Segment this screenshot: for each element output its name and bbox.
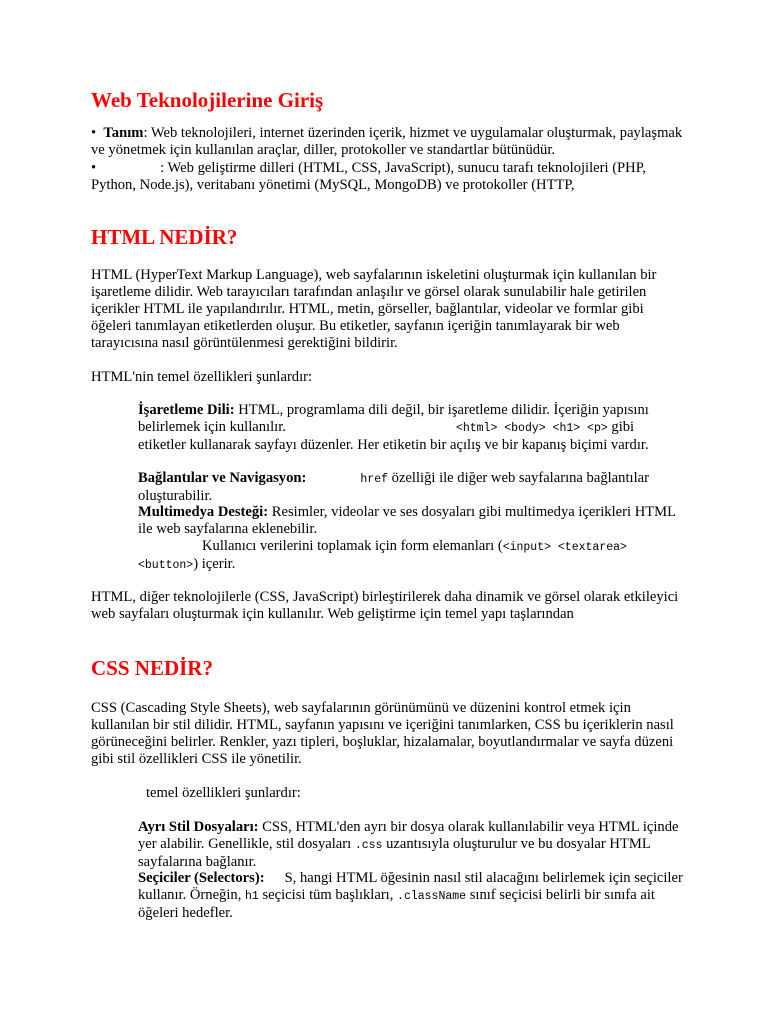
html-features-intro: HTML'nin temel özellikleri şunlardır: xyxy=(91,369,313,385)
bullet-icon: • xyxy=(91,160,97,176)
bullet-components xyxy=(91,160,651,194)
heading-web-technologies: Web Teknolojilerine Giriş xyxy=(91,88,324,112)
code-input-textarea: <input> <textarea> xyxy=(502,541,627,554)
html-summary-paragraph: HTML, diğer teknolojilerle (CSS, JavaScript) birleştirilerek daha dinamik ve görsel olarak etkileyici web sayfaları oluşturmak için kullanılır. Web geliştirme için temel yapı taşlarından xyxy=(91,589,679,622)
css-feature-selectors xyxy=(138,870,683,922)
feature-text: özelliği ile diğer web sayfalarına bağlantılar oluşturabilir. xyxy=(138,470,649,504)
code-h1: h1 xyxy=(245,890,259,903)
feature-text-2: ) içerir. xyxy=(193,556,236,572)
components-text: : Web geliştirme dilleri (HTML, CSS, JavaScript), sunucu tarafı teknolojileri (PHP, Python, Node.js), veritabanı yönetimi (MySQL, MongoDB) ve protokoller (HTTP, xyxy=(91,160,646,193)
css-intro-paragraph: CSS (Cascading Style Sheets), web sayfalarının görünümünü ve düzenini kontrol etmek için kullanılan bir stil dilidir. HTML, sayfanın yapısını ve içeriğini tanımlarken, CSS bu içeriklerin nasıl görüneceğini belirler. Renkler, yazı tipleri, boşluklar, hizalamalar, boyutlandırmalar ve sayfa düzeni gibi stil özellikleri CSS ile yönetilir. xyxy=(91,700,674,767)
feature-term: Seçiciler (Selectors): xyxy=(138,870,265,886)
html-intro-paragraph: HTML (HyperText Markup Language), web sayfalarının iskeletini oluşturmak için kullanılan bir işaretleme dilidir. Web tarayıcıları tarafından anlaşılır ve görsel olarak sunulabilir hale getirilen içerikler HTML ile yapılandırılır. HTML, metin, görseller, bağlantılar, videolar ve formlar gibi öğeleri tanımlayan etiketlerden oluşur. Bu etiketler, sayfanın içeriğin tanımlayarak bir web tarayıcısına nasıl görüntülenmesi gerektiğini bildirir. xyxy=(91,267,657,351)
feature-term: Multimedya Desteği: xyxy=(138,504,269,520)
feature-term: Ayrı Stil Dosyaları: xyxy=(138,819,259,835)
html-feature-links xyxy=(138,470,683,505)
feature-text-2: uzantısıyla oluşturulur ve bu dosyalar HTML sayfalarına bağlanır. xyxy=(138,836,651,870)
html-feature-multimedia xyxy=(138,504,683,538)
feature-text: Kullanıcı verilerini toplamak için form elemanları ( xyxy=(202,538,503,554)
feature-text: S, hangi HTML öğesinin nasıl stil alacağını belirlemek için seçiciler kullanır. Örneğin, xyxy=(138,870,683,903)
code-classname: .className xyxy=(397,890,467,903)
feature-term: İşaretleme Dili: xyxy=(138,402,235,418)
bullet-icon: • xyxy=(91,125,104,141)
css-features-intro: temel özellikleri şunlardır: xyxy=(146,785,301,801)
code-css-ext: .css xyxy=(354,839,383,852)
feature-text-3: sınıf seçicisi belirli bir sınıfa ait öğeleri hedefler. xyxy=(138,887,655,921)
heading-css: CSS NEDİR? xyxy=(91,656,213,680)
feature-text-2: seçicisi tüm başlıkları, xyxy=(258,887,398,903)
code-html-tags: <html> <body> <h1> <p> xyxy=(455,422,608,435)
css-feature-separate-files xyxy=(138,819,683,871)
feature-text: Resimler, videolar ve ses dosyaları gibi multimedya içerikleri HTML ile web sayfalarına eklenebilir. xyxy=(138,504,676,537)
html-feature-forms xyxy=(138,538,683,574)
feature-text: HTML, programlama dili değil, bir işaretleme dilidir. İçeriğin yapısını belirlemek için kullanılır. xyxy=(138,402,649,435)
code-href: href xyxy=(360,473,388,486)
feature-text-2: gibi etiketler kullanarak sayfayı düzenler. Her etiketin bir açılış ve bir kapanış biçimi vardır. xyxy=(138,419,649,453)
feature-text: CSS, HTML'den ayrı bir dosya olarak kullanılabilir veya HTML içinde yer alabilir. Genellikle, stil dosyaları xyxy=(138,819,679,852)
code-button: <button> xyxy=(138,559,194,572)
heading-html: HTML NEDİR? xyxy=(91,225,238,249)
html-feature-markup xyxy=(138,402,683,454)
definition-text: : Web teknolojileri, internet üzerinden içerik, hizmet ve uygulamalar oluşturmak, paylaşmak ve yönetmek için kullanılan araçlar, diller, protokoller ve standartlar bütünüdür. xyxy=(91,125,683,158)
term-definition: Tanım xyxy=(103,125,144,141)
bullet-definition xyxy=(91,125,691,159)
feature-term: Bağlantılar ve Navigasyon: xyxy=(138,470,307,486)
